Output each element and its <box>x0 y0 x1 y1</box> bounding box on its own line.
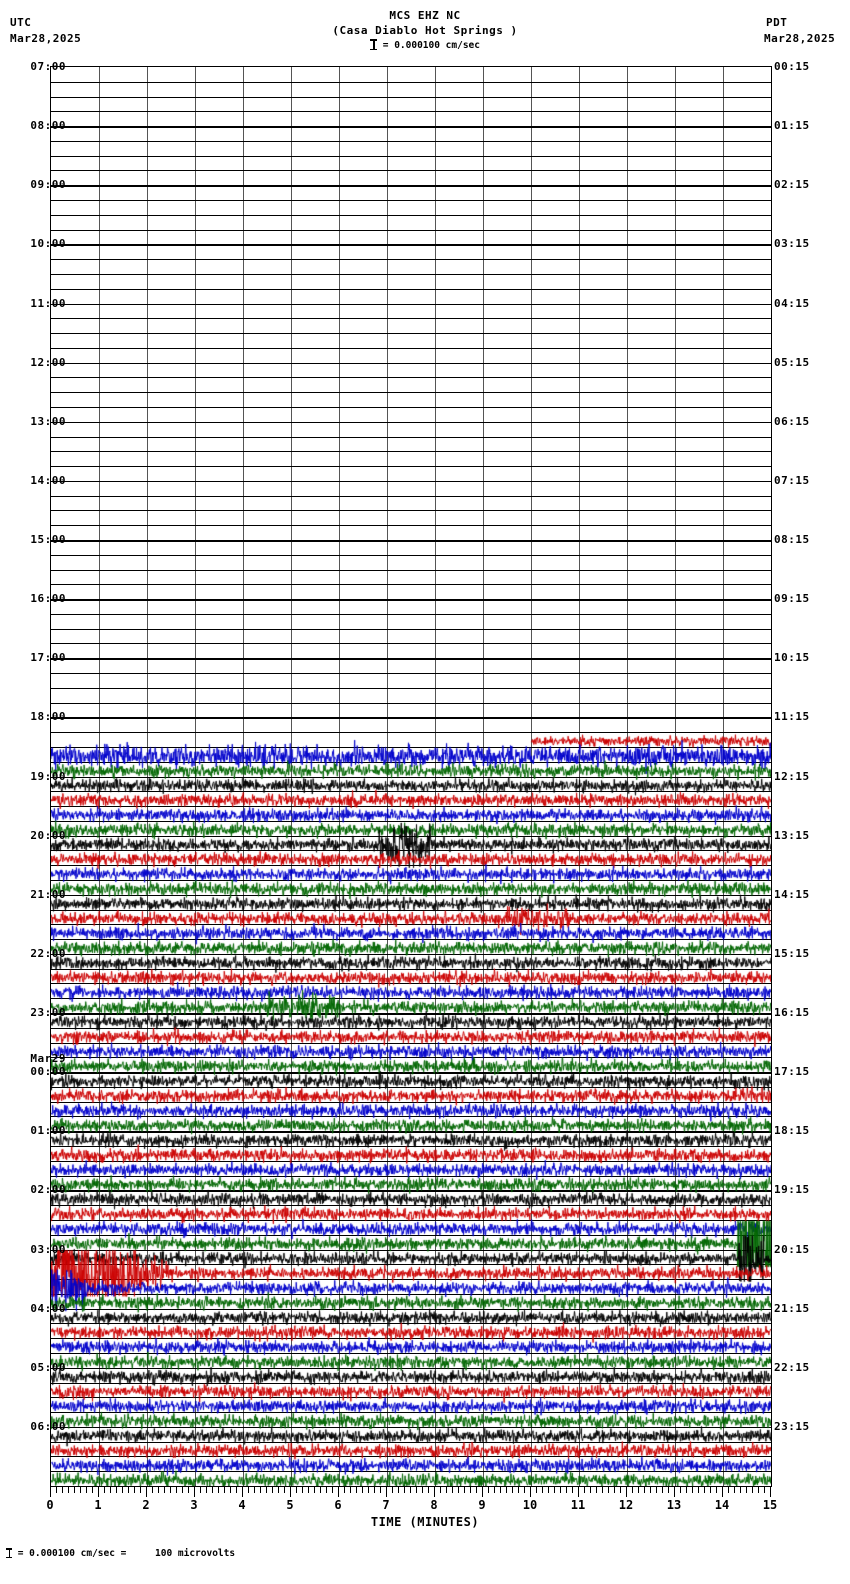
x-tick-minor <box>458 1487 459 1493</box>
pdt-time-label: 02:15 <box>774 178 810 192</box>
x-tick-minor <box>506 1487 507 1493</box>
station-site-label: (Casa Diablo Hot Springs ) <box>332 24 518 37</box>
x-tick-minor <box>374 1487 375 1493</box>
pdt-time-label: 14:15 <box>774 887 810 901</box>
trace-canvas <box>51 67 771 1486</box>
x-tick-minor <box>356 1487 357 1493</box>
utc-time-label: 07:00 <box>30 60 66 73</box>
x-tick-minor <box>140 1487 141 1493</box>
x-tick-minor <box>746 1487 747 1493</box>
x-tick-minor <box>446 1487 447 1493</box>
x-tick-minor <box>206 1487 207 1493</box>
x-tick-minor <box>596 1487 597 1493</box>
x-tick-minor <box>584 1487 585 1493</box>
x-tick-minor <box>380 1487 381 1493</box>
pdt-time-label: 04:15 <box>774 296 810 310</box>
x-tick-major <box>98 1487 99 1497</box>
footer-scale-note <box>6 1548 235 1559</box>
x-tick-minor <box>650 1487 651 1493</box>
x-tick-minor <box>542 1487 543 1493</box>
utc-time-label: 19:00 <box>30 769 66 783</box>
x-tick-minor <box>170 1487 171 1493</box>
x-tick-minor <box>428 1487 429 1493</box>
x-tick-minor <box>368 1487 369 1493</box>
x-tick-minor <box>68 1487 69 1493</box>
pdt-date-label: Mar28,2025 <box>764 32 836 45</box>
utc-time-label: 00:00 <box>30 1065 66 1079</box>
x-tick-minor <box>440 1487 441 1493</box>
utc-time-label: 22:00 <box>30 946 66 960</box>
x-tick-minor <box>500 1487 501 1493</box>
pdt-time-label: 18:15 <box>774 1124 810 1138</box>
x-tick-minor <box>602 1487 603 1493</box>
utc-time-label: 06:00 <box>30 1419 66 1433</box>
x-tick-minor <box>224 1487 225 1493</box>
x-tick-minor <box>152 1487 153 1493</box>
x-tick-minor <box>230 1487 231 1493</box>
x-tick-major <box>338 1487 339 1497</box>
x-tick-minor <box>590 1487 591 1493</box>
x-tick-minor <box>452 1487 453 1493</box>
x-tick-label: 6 <box>334 1498 342 1512</box>
pdt-time-label: 06:15 <box>774 414 810 428</box>
x-tick-major <box>530 1487 531 1497</box>
x-tick-minor <box>716 1487 717 1493</box>
x-tick-minor <box>566 1487 567 1493</box>
x-tick-minor <box>92 1487 93 1493</box>
utc-time-label: 09:00 <box>30 178 66 192</box>
x-tick-minor <box>74 1487 75 1493</box>
x-tick-label: 3 <box>190 1498 198 1512</box>
x-tick-minor <box>662 1487 663 1493</box>
pdt-time-label: 17:15 <box>774 1065 810 1079</box>
x-tick-minor <box>554 1487 555 1493</box>
station-code-label: MCS EHZ NC <box>389 9 461 22</box>
x-tick-minor <box>158 1487 159 1493</box>
x-tick-minor <box>176 1487 177 1493</box>
utc-time-label: 14:00 <box>30 473 66 487</box>
pdt-time-label: 23:15 <box>774 1419 810 1433</box>
x-tick-label: 4 <box>238 1498 246 1512</box>
x-tick-minor <box>350 1487 351 1493</box>
utc-time-label: 12:00 <box>30 355 66 369</box>
x-tick-minor <box>182 1487 183 1493</box>
x-tick-label: 8 <box>430 1498 438 1512</box>
x-tick-minor <box>128 1487 129 1493</box>
x-tick-minor <box>710 1487 711 1493</box>
seismogram-plot <box>50 66 772 1487</box>
x-tick-minor <box>728 1487 729 1493</box>
x-tick-minor <box>308 1487 309 1493</box>
x-axis-tick-labels <box>0 1498 850 1514</box>
x-tick-label: 0 <box>46 1498 54 1512</box>
x-tick-label: 2 <box>142 1498 150 1512</box>
x-tick-major <box>386 1487 387 1497</box>
x-tick-minor <box>488 1487 489 1493</box>
x-tick-minor <box>692 1487 693 1493</box>
x-tick-minor <box>752 1487 753 1493</box>
utc-time-label: 23:00 <box>30 1006 66 1019</box>
pdt-time-label: 20:15 <box>774 1242 810 1256</box>
x-tick-minor <box>548 1487 549 1493</box>
x-tick-minor <box>764 1487 765 1493</box>
utc-time-label: 15:00 <box>30 533 66 546</box>
x-tick-minor <box>680 1487 681 1493</box>
x-tick-label: 11 <box>570 1498 586 1512</box>
x-tick-label: 15 <box>762 1498 778 1512</box>
x-tick-minor <box>734 1487 735 1493</box>
pdt-time-label: 16:15 <box>774 1006 810 1019</box>
x-tick-minor <box>272 1487 273 1493</box>
pdt-time-label: 10:15 <box>774 651 810 665</box>
x-tick-minor <box>122 1487 123 1493</box>
x-tick-minor <box>332 1487 333 1493</box>
x-tick-minor <box>638 1487 639 1493</box>
x-tick-label: 1 <box>94 1498 102 1512</box>
x-tick-major <box>50 1487 51 1497</box>
x-tick-major <box>482 1487 483 1497</box>
pdt-time-label: 15:15 <box>774 946 810 960</box>
utc-day-marker-label: Mar29 <box>30 1052 66 1066</box>
x-tick-minor <box>86 1487 87 1493</box>
pdt-time-label: 21:15 <box>774 1301 810 1315</box>
x-tick-minor <box>686 1487 687 1493</box>
pdt-time-label: 07:15 <box>774 473 810 487</box>
footer-scale-label: = 0.000100 cm/sec = 100 microvolts <box>17 1548 236 1559</box>
pdt-time-label: 09:15 <box>774 592 810 606</box>
x-tick-minor <box>572 1487 573 1493</box>
footer-scale-bar-icon <box>6 1548 12 1558</box>
x-axis-ticks <box>50 1487 771 1497</box>
x-tick-minor <box>188 1487 189 1493</box>
utc-time-label: 05:00 <box>30 1360 66 1374</box>
x-tick-minor <box>632 1487 633 1493</box>
utc-time-label: 08:00 <box>30 119 66 133</box>
x-tick-minor <box>698 1487 699 1493</box>
x-tick-minor <box>278 1487 279 1493</box>
utc-timezone-label: UTC <box>10 16 32 29</box>
x-tick-minor <box>104 1487 105 1493</box>
utc-time-label: 11:00 <box>30 296 66 310</box>
x-tick-minor <box>200 1487 201 1493</box>
x-tick-minor <box>284 1487 285 1493</box>
pdt-time-label: 12:15 <box>774 769 810 783</box>
x-tick-major <box>290 1487 291 1497</box>
x-tick-minor <box>320 1487 321 1493</box>
x-tick-minor <box>110 1487 111 1493</box>
seismic-traces <box>51 67 771 1486</box>
x-tick-minor <box>134 1487 135 1493</box>
x-tick-minor <box>236 1487 237 1493</box>
pdt-timezone-label: PDT <box>766 16 788 29</box>
x-tick-minor <box>212 1487 213 1493</box>
utc-time-label: 10:00 <box>30 237 66 251</box>
x-tick-minor <box>470 1487 471 1493</box>
utc-time-label: 16:00 <box>30 592 66 606</box>
x-tick-minor <box>398 1487 399 1493</box>
utc-time-label: 20:00 <box>30 828 66 842</box>
x-tick-minor <box>464 1487 465 1493</box>
x-tick-minor <box>668 1487 669 1493</box>
x-tick-minor <box>476 1487 477 1493</box>
scale-reference-label: = 0.000100 cm/sec <box>382 40 480 51</box>
x-tick-minor <box>410 1487 411 1493</box>
x-tick-minor <box>266 1487 267 1493</box>
scale-reference <box>0 39 850 51</box>
x-tick-minor <box>344 1487 345 1493</box>
x-tick-minor <box>560 1487 561 1493</box>
x-tick-minor <box>758 1487 759 1493</box>
x-tick-minor <box>56 1487 57 1493</box>
pdt-time-label: 11:15 <box>774 710 810 724</box>
x-tick-minor <box>656 1487 657 1493</box>
x-tick-minor <box>644 1487 645 1493</box>
scale-bar-icon <box>370 39 377 50</box>
x-tick-major <box>146 1487 147 1497</box>
pdt-time-label: 05:15 <box>774 355 810 369</box>
x-tick-minor <box>620 1487 621 1493</box>
utc-time-label: 01:00 <box>30 1124 66 1138</box>
x-tick-major <box>578 1487 579 1497</box>
x-tick-minor <box>524 1487 525 1493</box>
x-tick-major <box>674 1487 675 1497</box>
x-tick-minor <box>164 1487 165 1493</box>
x-tick-minor <box>614 1487 615 1493</box>
x-tick-minor <box>494 1487 495 1493</box>
x-tick-minor <box>518 1487 519 1493</box>
x-tick-minor <box>512 1487 513 1493</box>
pdt-time-label: 00:15 <box>774 60 810 73</box>
x-tick-minor <box>260 1487 261 1493</box>
x-tick-minor <box>416 1487 417 1493</box>
x-tick-minor <box>254 1487 255 1493</box>
x-tick-minor <box>608 1487 609 1493</box>
x-tick-minor <box>218 1487 219 1493</box>
x-tick-minor <box>62 1487 63 1493</box>
utc-time-label: 04:00 <box>30 1301 66 1315</box>
x-tick-minor <box>740 1487 741 1493</box>
x-tick-major <box>194 1487 195 1497</box>
x-tick-minor <box>404 1487 405 1493</box>
x-axis-title: TIME (MINUTES) <box>370 1515 480 1529</box>
x-tick-minor <box>422 1487 423 1493</box>
x-tick-minor <box>116 1487 117 1493</box>
utc-time-label: 02:00 <box>30 1183 66 1197</box>
x-tick-minor <box>392 1487 393 1493</box>
x-tick-minor <box>248 1487 249 1493</box>
x-tick-minor <box>80 1487 81 1493</box>
x-tick-label: 7 <box>382 1498 390 1512</box>
x-tick-minor <box>362 1487 363 1493</box>
x-tick-label: 10 <box>522 1498 538 1512</box>
utc-time-label: 03:00 <box>30 1242 66 1256</box>
x-tick-minor <box>302 1487 303 1493</box>
pdt-time-label: 22:15 <box>774 1360 810 1374</box>
x-tick-label: 9 <box>478 1498 486 1512</box>
x-tick-major <box>626 1487 627 1497</box>
x-tick-minor <box>314 1487 315 1493</box>
pdt-time-label: 01:15 <box>774 119 810 133</box>
x-tick-major <box>722 1487 723 1497</box>
x-tick-minor <box>326 1487 327 1493</box>
x-tick-major <box>242 1487 243 1497</box>
utc-date-label: Mar28,2025 <box>10 32 82 45</box>
pdt-time-label: 19:15 <box>774 1183 810 1197</box>
x-tick-minor <box>536 1487 537 1493</box>
x-tick-label: 5 <box>286 1498 294 1512</box>
x-tick-minor <box>296 1487 297 1493</box>
x-tick-label: 14 <box>714 1498 730 1512</box>
utc-time-label: 18:00 <box>30 710 66 724</box>
utc-time-label: 13:00 <box>30 414 66 428</box>
x-tick-major <box>434 1487 435 1497</box>
x-tick-label: 12 <box>618 1498 634 1512</box>
x-tick-minor <box>704 1487 705 1493</box>
x-tick-major <box>770 1487 771 1497</box>
pdt-time-label: 08:15 <box>774 533 810 546</box>
pdt-time-label: 13:15 <box>774 828 810 842</box>
x-tick-label: 13 <box>666 1498 682 1512</box>
pdt-time-label: 03:15 <box>774 237 810 251</box>
utc-time-label: 17:00 <box>30 651 66 665</box>
utc-time-label: 21:00 <box>30 887 66 901</box>
